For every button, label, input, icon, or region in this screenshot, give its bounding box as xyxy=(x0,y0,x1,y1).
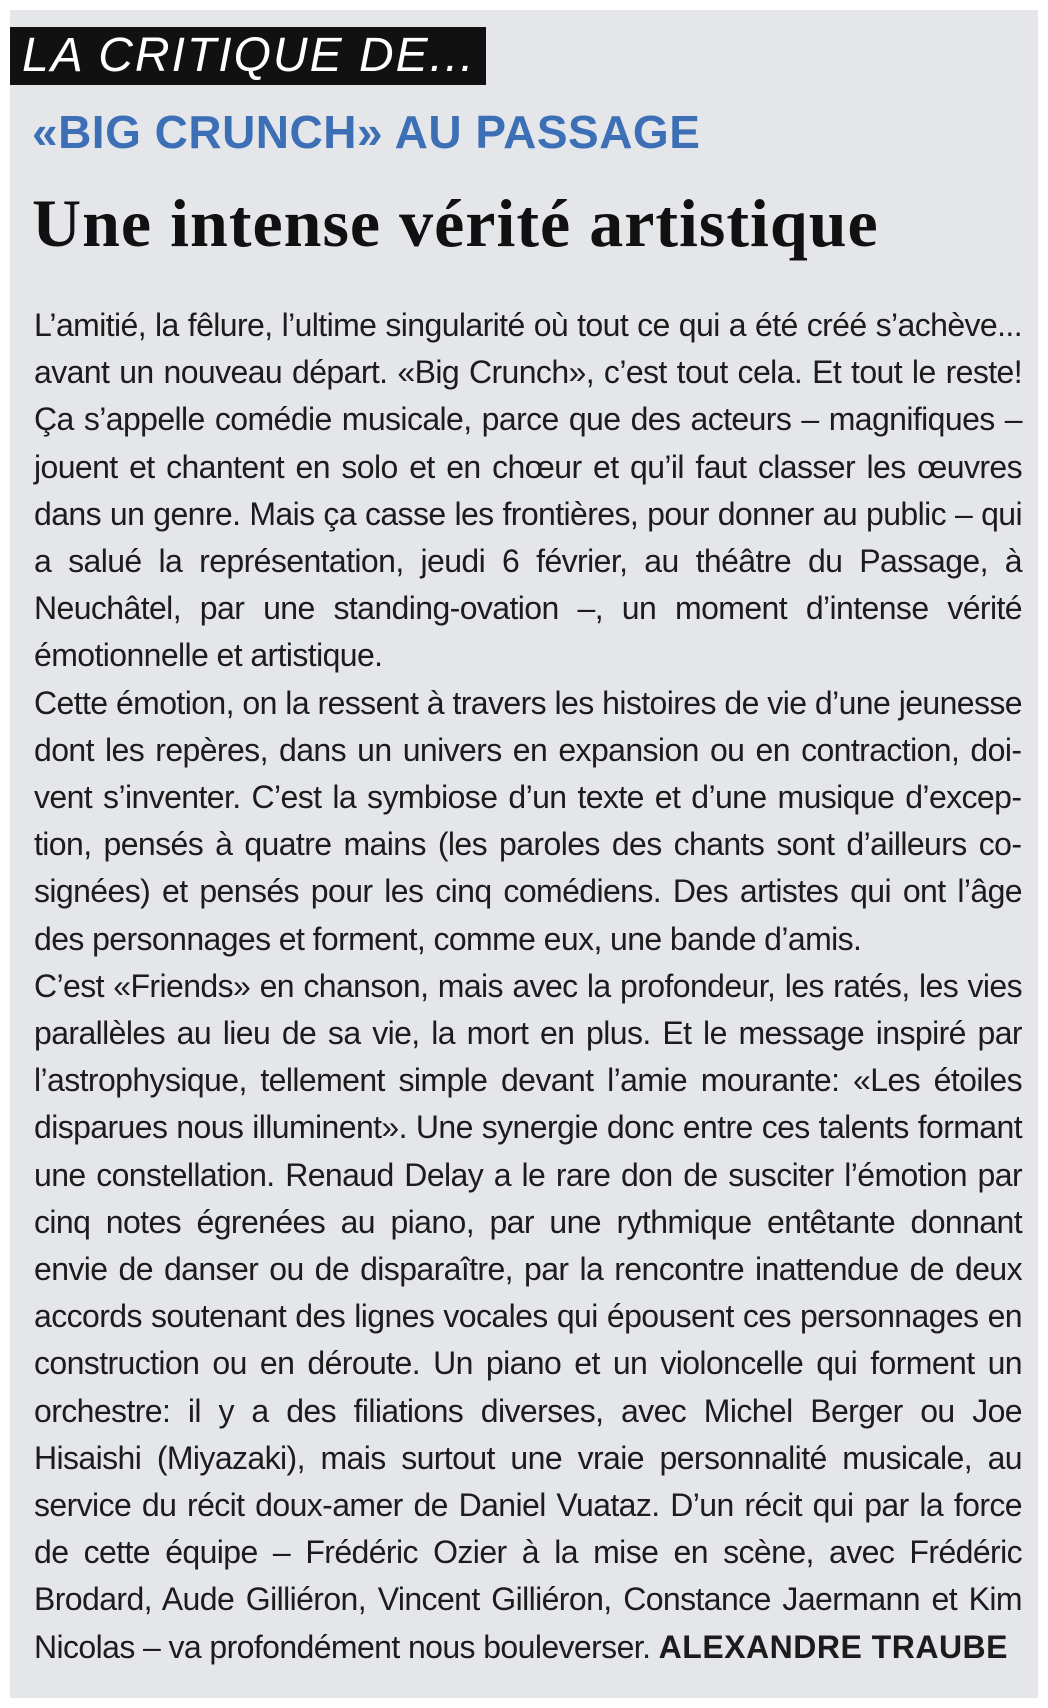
paragraph-text: C’est «Friends» en chanson, mais avec la profondeur, les ratés, les vies parallèles au lieu de sa vie, la mort en plus. Et le message inspiré par l’astrophysique, tellement simple devant l’amie mourante: «Les étoiles disparues nous illuminent». Une synergie donc entre ces talents formant une constellation. Renaud Delay a le rare don de susciter l’émotion par cinq notes égrenées au piano, par une rythmique entêtante donnant envie de danser ou de disparaître, par la rencontre inattendue de deux accords soutenant des lignes vocales qui épousent ces personnages en construction ou en déroute. Un piano et un violoncelle qui forment un orchestre: il y a des filiations diverses, avec Michel Berger ou Joe Hisaishi (Miyazaki), mais surtout une vraie personnalité musicale, au service du récit doux-amer de Daniel Vuataz. D’un récit qui par la force de cette équipe – Frédéric Ozier à la mise en scène, avec Frédéric Brodard, Aude Gilliéron, Vincent Gilliéron, Constance Jaermann et Kim Nicolas – va profondément nous bouleverser. xyxy=(34,967,1022,1665)
paragraph xyxy=(34,963,1022,1671)
paragraph: Cette émotion, on la ressent à travers les histoires de vie d’une jeunesse dont les repères, dans un univers en expansion ou en contraction, doivent s’inventer. C’est la symbiose d’un texte et d’une musique d’exception, pensés à quatre mains (les paroles des chants sont d’ailleurs cosignées) et pensés pour les cinq comédiens. Des artistes qui ont l’âge des personnages et forment, comme eux, une bande d’amis. xyxy=(34,684,1022,957)
rubric-kicker: LA CRITIQUE DE... xyxy=(10,27,486,85)
article-headline: Une intense vérité artistique xyxy=(32,185,879,261)
paragraph: L’amitié, la fêlure, l’ultime singularité où tout ce qui a été créé s’achève... avant un nouveau départ. «Big Crunch», c’est tout cela. Et tout le reste! Ça s’appelle comédie musicale, parce que des acteurs – magnifiques – jouent et chantent en solo et en chœur et qu’il faut classer les œuvres dans un genre. Mais ça casse les frontières, pour donner au public – qui a salué la représentation, jeudi 6 février, au théâtre du Passage, à Neuchâtel, par une standing-ovation –, un moment d’intense vérité émotionnelle et artistique. xyxy=(34,307,1022,674)
article-body xyxy=(34,302,1022,1671)
article-overline: «BIG CRUNCH» AU PASSAGE xyxy=(32,106,701,158)
author-byline: ALEXANDRE TRAUBE xyxy=(658,1628,1008,1665)
